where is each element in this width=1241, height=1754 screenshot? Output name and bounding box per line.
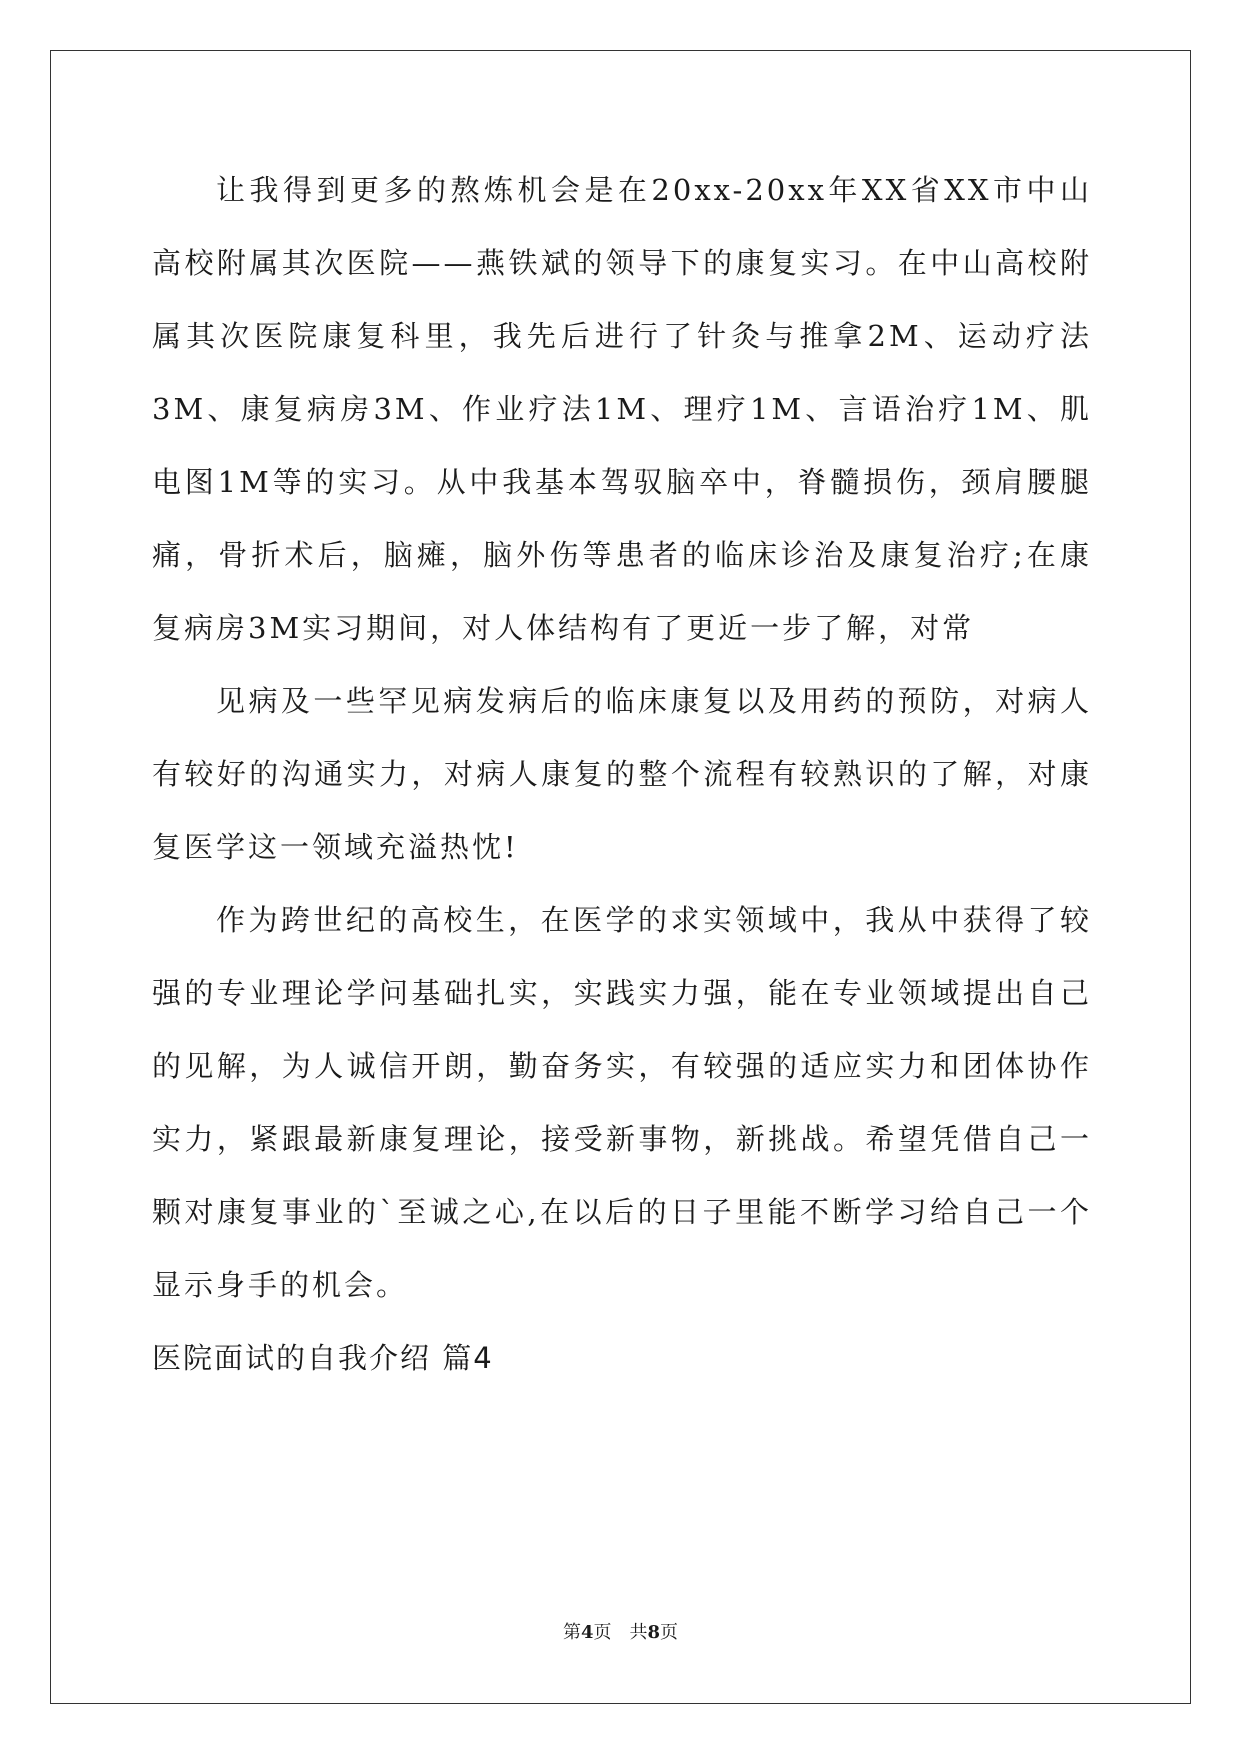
paragraph-3: 作为跨世纪的高校生，在医学的求实领域中，我从中获得了较强的专业理论学问基础扎实，实践实力强，能在专业领域提出自己的见解，为人诚信开朗，勤奋务实，有较强的适应实力和团体协作实力，紧跟最新康复理论，接受新事物，新挑战。希望凭借自己一颗对康复事业的`至诚之心,在以后的日子里能不断学习给自己一个显示身手的机会。 [152,903,1092,1302]
page-footer [0,1618,1241,1644]
current-page-number: 4 [580,1622,594,1643]
total-pages-number: 8 [647,1622,661,1643]
paragraph-2: 见病及一些罕见病发病后的临床康复以及用药的预防，对病人有较好的沟通实力，对病人康复的整个流程有较熟识的了解，对康复医学这一领域充溢热忱! [152,684,1092,864]
footer-prefix: 第 [562,1622,581,1643]
paragraph-1: 让我得到更多的熬炼机会是在20xx-20xx年XX省XX市中山高校附属其次医院——燕铁斌的领导下的康复实习。在中山高校附属其次医院康复科里，我先后进行了针灸与推拿2M、运动疗法3M、康复病房3M、作业疗法1M、理疗1M、言语治疗1M、肌电图1M等的实习。从中我基本驾驭脑卒中，脊髓损伤，颈肩腰腿痛，骨折术后，脑瘫，脑外伤等患者的临床诊治及康复治疗;在康复病房3M实习期间，对人体结构有了更近一步了解，对常 [152,173,1092,645]
footer-mid: 页 共 [593,1622,648,1643]
section-heading: 医院面试的自我介绍 篇4 [152,1341,494,1375]
document-body [152,154,1092,1395]
footer-suffix: 页 [660,1622,679,1643]
